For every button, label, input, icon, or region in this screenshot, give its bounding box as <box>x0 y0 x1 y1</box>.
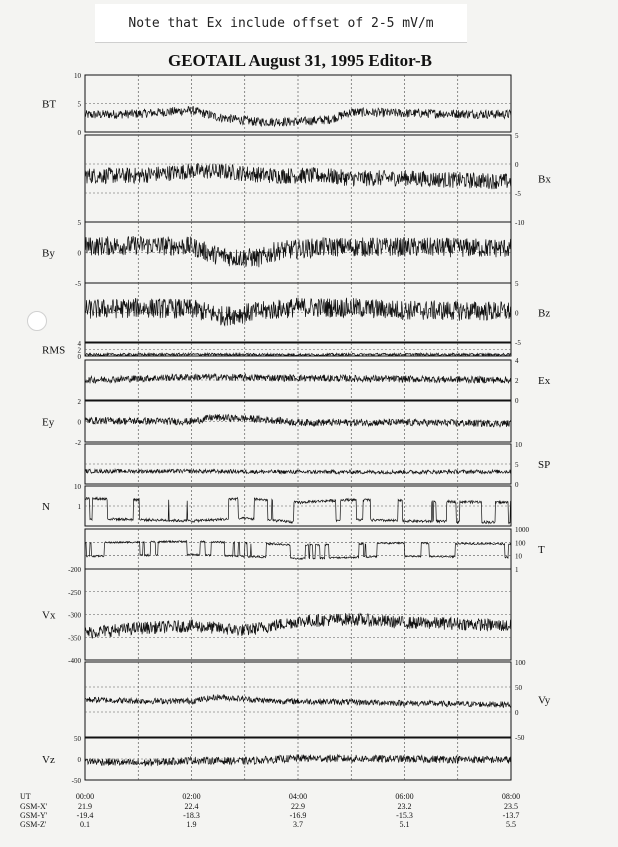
orbit-row-label: GSM-Y' <box>20 811 48 820</box>
ut-tick-label: 00:00 <box>75 792 95 801</box>
bz-tick-label: 5 <box>515 280 519 288</box>
n-tick-label: 10 <box>74 483 81 491</box>
bz-tick-label: -5 <box>515 339 521 347</box>
orbit-value: 21.9 <box>78 802 92 811</box>
bt-tick-label: 10 <box>74 72 81 80</box>
bx-label: Bx <box>538 173 551 186</box>
orbit-row-label: GSM-Z' <box>20 820 47 829</box>
by-label: By <box>42 247 55 260</box>
t-tick-label: 1000 <box>515 526 529 534</box>
vz-tick-label: 50 <box>74 735 81 743</box>
t-tick-label: 1 <box>515 566 519 574</box>
t-tick-label: 10 <box>515 552 522 561</box>
offset-note: Note that Ex include offset of 2-5 mV/m <box>95 4 467 43</box>
orbit-value: -18.3 <box>183 811 200 820</box>
orbit-row-label: GSM-X' <box>20 802 48 811</box>
bz-label: Bz <box>538 307 551 320</box>
vz-tick-label: -50 <box>71 777 81 785</box>
ex-tick-label: 4 <box>515 357 519 365</box>
orbit-value: 23.2 <box>397 802 412 811</box>
rms-tick-label: 4 <box>77 340 81 348</box>
orbit-value: -15.3 <box>396 811 413 820</box>
sp-tick-label: 0 <box>515 481 519 489</box>
orbit-value: -19.4 <box>76 811 94 820</box>
vz-trace <box>85 755 511 767</box>
vz-label: Vz <box>42 754 55 766</box>
n-label: N <box>42 501 50 513</box>
rms-trace <box>85 353 511 355</box>
orbit-value: 3.7 <box>293 820 303 829</box>
sp-label: SP <box>538 459 551 471</box>
ey-trace <box>85 414 511 427</box>
bx-tick-label: -10 <box>515 219 525 227</box>
bt-tick-label: 0 <box>77 129 81 137</box>
orbit-value: 23.5 <box>504 802 518 811</box>
n-tick-label: 1 <box>77 503 81 511</box>
orbit-value: 22.4 <box>184 802 199 811</box>
ut-tick-label: 06:00 <box>395 792 414 801</box>
ex-tick-label: 2 <box>515 377 519 385</box>
vy-tick-label: 100 <box>515 659 526 667</box>
vy-tick-label: 0 <box>515 709 519 717</box>
vx-tick-label: -250 <box>68 588 81 597</box>
by-tick-label: -5 <box>75 280 81 288</box>
orbit-value: 5.5 <box>506 820 516 829</box>
ut-tick-label: 08:00 <box>501 792 521 801</box>
ut-axis-title: UT <box>20 792 31 801</box>
ey-label: Ey <box>42 416 55 429</box>
vx-tick-label: -200 <box>68 566 81 574</box>
t-label: T <box>538 544 545 556</box>
vx-tick-label: -350 <box>68 634 81 643</box>
orbit-value: 1.9 <box>186 820 197 829</box>
ut-tick-label: 04:00 <box>288 792 308 801</box>
sp-tick-label: 10 <box>515 441 522 449</box>
ex-tick-label: 0 <box>515 397 519 405</box>
t-tick-label: 100 <box>515 539 526 548</box>
vx-tick-label: -400 <box>68 657 81 665</box>
vy-trace <box>85 694 511 707</box>
bx-tick-label: 5 <box>515 132 519 140</box>
rms-label: RMS <box>42 344 66 357</box>
orbit-value: 0.1 <box>80 820 90 829</box>
orbit-value: 5.1 <box>399 820 410 829</box>
chart-title: GEOTAIL August 31, 1995 Editor-B <box>167 51 433 70</box>
ex-label: Ex <box>538 375 551 387</box>
bx-tick-label: -5 <box>515 190 521 198</box>
ut-tick-label: 02:00 <box>182 792 201 801</box>
bt-tick-label: 5 <box>77 100 81 109</box>
vy-label: Vy <box>538 694 551 707</box>
ey-tick-label: -2 <box>75 439 81 447</box>
orbit-value: -16.9 <box>289 811 307 820</box>
rms-tick-label: 0 <box>77 353 81 361</box>
ey-tick-label: 0 <box>77 418 81 427</box>
vx-label: Vx <box>42 609 56 622</box>
ey-tick-label: 2 <box>77 398 81 406</box>
by-tick-label: 0 <box>77 249 81 258</box>
vz-tick-label: 0 <box>77 756 81 764</box>
vy-tick-label: -50 <box>515 734 525 742</box>
by-tick-label: 5 <box>77 219 81 227</box>
bz-tick-label: 0 <box>515 309 519 318</box>
rms-tick-label: 2 <box>77 346 81 355</box>
vy-tick-label: 50 <box>515 684 522 692</box>
orbit-value: 22.9 <box>291 802 305 811</box>
orbit-value: -13.7 <box>502 811 520 820</box>
sp-tick-label: 5 <box>515 461 519 469</box>
vx-tick-label: -300 <box>68 611 81 620</box>
bt-label: BT <box>42 98 57 111</box>
bx-tick-label: 0 <box>515 161 519 169</box>
